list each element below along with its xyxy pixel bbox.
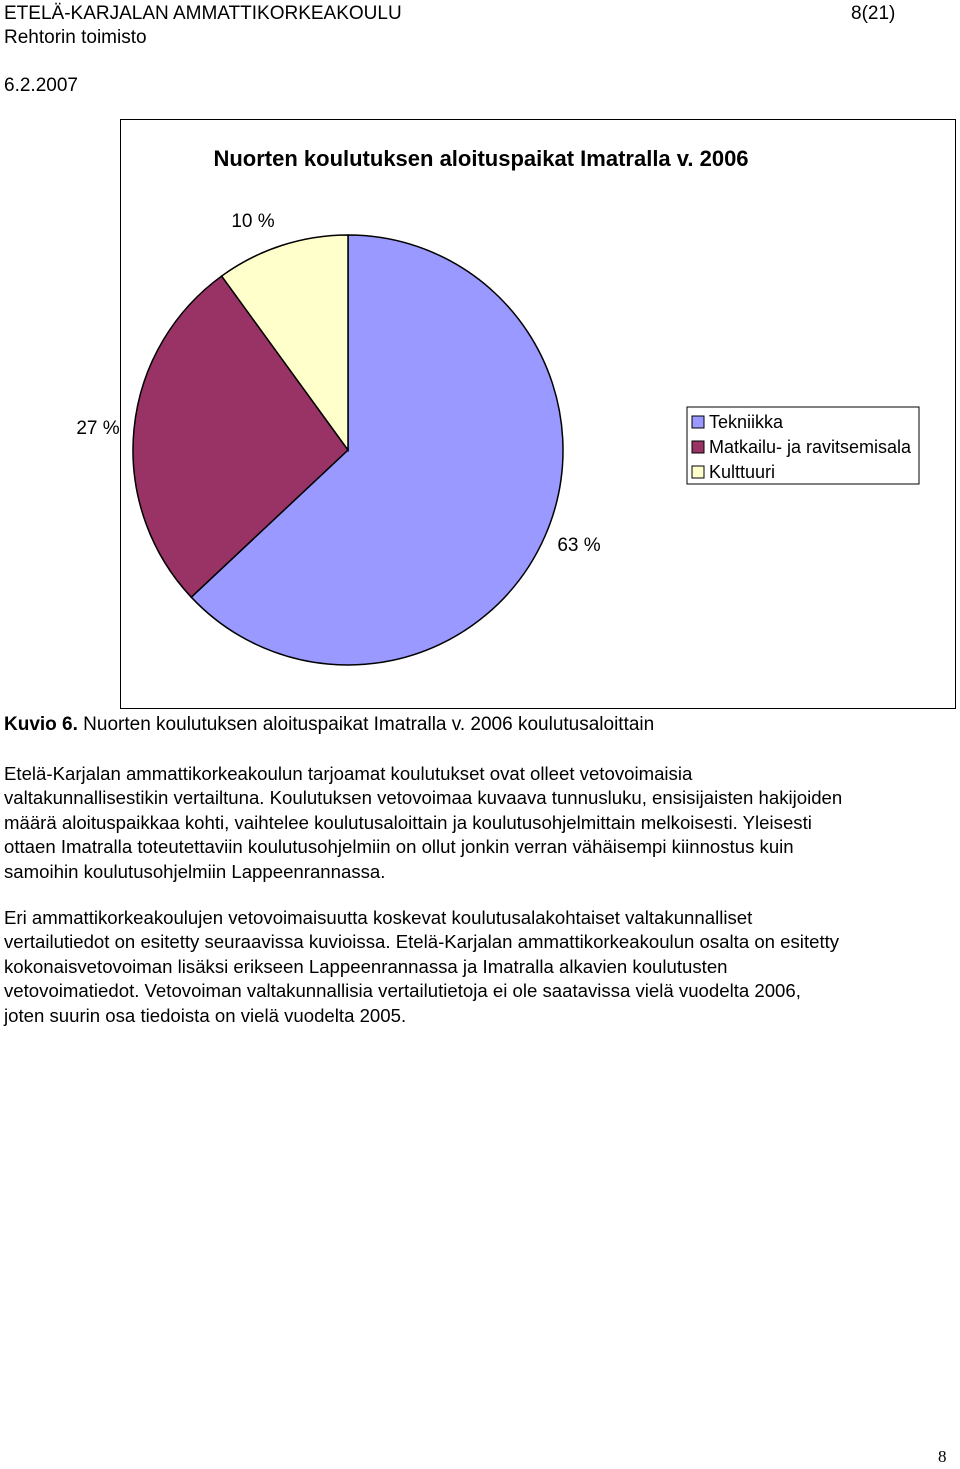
body-paragraph-1: Etelä-Karjalan ammattikorkeakoulun tarjoamat koulutukset ovat olleet vetovoimaisia valtakunnallisestikin vertailtuna. Koulutuksen vetovoimaa kuvaava tunnusluku, ensisijaisten hakijoiden määrä aloituspaikkaa kohti, vaihtelee koulutusaloittain ja koulutusohjelmittain melkoisesti. Yleisesti ottaen Imatralla toteutettaviin koulutusohjelmiin on ollut jonkin verran vähäisempi kiinnostus kuin samoihin koulutusohjelmiin Lappeenrannassa. xyxy=(4,763,843,882)
pie-chart-frame xyxy=(76,119,956,709)
legend-swatch xyxy=(692,441,704,453)
document-date: 6.2.2007 xyxy=(4,75,78,96)
caption-label: Kuvio 6. xyxy=(4,714,78,735)
body-paragraph-2: Eri ammattikorkeakoulujen vetovoimaisuutta koskevat koulutusalakohtaiset valtakunnalliset vertailutiedot on esitetty seuraavissa kuvioissa. Etelä-Karjalan ammattikorkeakoulun osalta on esitetty kokonaisvetovoiman lisäksi erikseen Lappeenrannassa ja Imatralla alkavien koulutusten vetovoimatiedot. Vetovoiman valtakunnallisia vertailutietoja ei ole saatavissa vielä vuodelta 2006, joten suurin osa tiedoista on vielä vuodelta 2005. xyxy=(4,907,840,1026)
legend-swatch xyxy=(692,416,704,428)
chart-title: Nuorten koulutuksen aloituspaikat Imatralla v. 2006 xyxy=(213,146,749,171)
legend-label: Kulttuuri xyxy=(709,462,776,482)
footer-page-number: 8 xyxy=(938,1447,947,1466)
organization-name: ETELÄ-KARJALAN AMMATTIKORKEAKOULU xyxy=(4,3,402,24)
legend-label: Tekniikka xyxy=(709,412,784,432)
chart-legend xyxy=(687,407,919,484)
figure-caption xyxy=(4,714,654,736)
office-name: Rehtorin toimisto xyxy=(4,27,147,48)
legend-swatch xyxy=(692,466,704,478)
slice-label: 27 % xyxy=(76,418,120,439)
pie-chart xyxy=(76,120,955,708)
page-reference: 8(21) xyxy=(851,3,896,24)
slice-label: 10 % xyxy=(231,211,275,232)
legend-label: Matkailu- ja ravitsemisala xyxy=(709,437,912,457)
slice-label: 63 % xyxy=(557,535,601,556)
caption-text: Nuorten koulutuksen aloituspaikat Imatralla v. 2006 koulutusaloittain xyxy=(77,714,655,735)
